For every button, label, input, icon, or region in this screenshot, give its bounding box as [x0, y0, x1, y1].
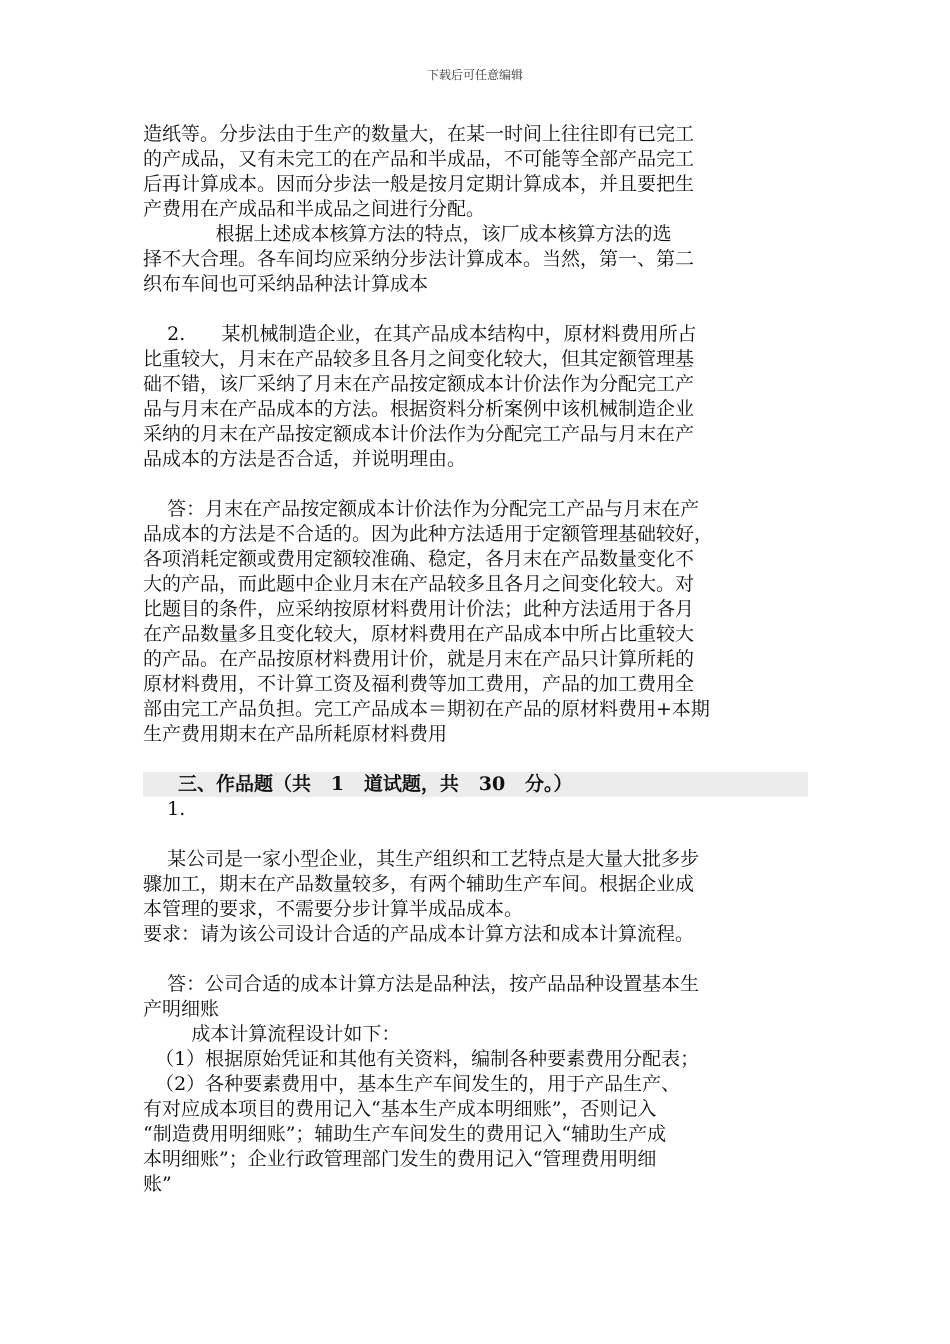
text-line: （2）各种要素费用中，基本生产车间发生的，用于产品生产、: [143, 1073, 681, 1095]
text-line: 织布车间也可采纳品种法计算成本: [143, 273, 429, 295]
text-line: 根据上述成本核算方法的特点，该厂成本核算方法的选: [143, 223, 672, 245]
text-line: 品成本的方法是否合适，并说明理由。: [143, 448, 467, 470]
text-line: 本明细账”；企业行政管理部门发生的费用记入“管理费用明细: [143, 1148, 657, 1170]
paragraph-continuation: [143, 122, 808, 222]
text-line: 生产费用期末在产品所耗原材料费用: [143, 723, 448, 745]
question-number: 1.: [143, 798, 186, 820]
text-line: 大的产品，而此题中企业月末在产品较多且各月之间变化较大。对: [143, 573, 695, 595]
text-line: 本管理的要求，不需要分步计算半成品成本。: [143, 898, 524, 920]
question-3: [143, 847, 808, 947]
text-line: 品成本的方法是不合适的。因为此种方法适用于定额管理基础较好，: [143, 523, 714, 545]
text-line: 各项消耗定额或费用定额较准确、稳定，各月末在产品数量变化不: [143, 548, 695, 570]
text-line: 某公司是一家小型企业，其生产组织和工艺特点是大量大批多步: [143, 848, 700, 870]
text-line: 骤加工，期末在产品数量较多，有两个辅助生产车间。根据企业成: [143, 873, 695, 895]
text-line: 采纳的月末在产品按定额成本计价法作为分配完工产品与月末在产: [143, 423, 695, 445]
paragraph-conclusion: [143, 222, 808, 297]
text-line: 品与月末在产品成本的方法。根据资料分析案例中该机械制造企业: [143, 398, 695, 420]
text-line: 造纸等。分步法由于生产的数量大，在某一时间上往往即有已完工: [143, 123, 695, 145]
text-line: 部由完工产品负担。完工产品成本＝期初在产品的原材料费用+本期: [143, 698, 710, 720]
text-line: 的产品。在产品按原材料费用计价，就是月末在产品只计算所耗的: [143, 648, 695, 670]
text-line: 比重较大，月末在产品较多且各月之间变化较大，但其定额管理基: [143, 348, 695, 370]
text-line: 账”: [143, 1173, 172, 1195]
text-line: 要求：请为该公司设计合适的产品成本计算方法和成本计算流程。: [143, 923, 695, 945]
page-header: 下载后可任意编辑: [426, 68, 523, 82]
spacer: [143, 747, 808, 772]
spacer: [143, 472, 808, 497]
spacer: [143, 822, 808, 847]
document-body: [143, 122, 808, 1197]
text-line: 择不大合理。各车间均应采纳分步法计算成本。当然，第一、第二: [143, 248, 695, 270]
text-line: 比题目的条件，应采纳按原材料费用计价法；此种方法适用于各月: [143, 598, 695, 620]
text-line: 2. 某机械制造企业，在其产品成本结构中，原材料费用所占: [143, 323, 697, 345]
text-line: 后再计算成本。因而分步法一般是按月定期计算成本，并且要把生: [143, 173, 695, 195]
answer-3: [143, 972, 808, 1197]
text-line: 产费用在产成品和半成品之间进行分配。: [143, 198, 486, 220]
text-line: “制造费用明细账”；辅助生产车间发生的费用记入“辅助生产成: [143, 1123, 667, 1145]
text-line: 的产成品，又有未完工的在产品和半成品，不可能等全部产品完工: [143, 148, 695, 170]
text-line: 产明细账: [143, 998, 220, 1020]
text-line: 原材料费用，不计算工资及福利费等加工费用，产品的加工费用全: [143, 673, 695, 695]
answer-2: [143, 497, 808, 747]
spacer: [143, 297, 808, 322]
question-2: [143, 322, 808, 472]
section-title: 三、作品题（共 1 道试题，共 30 分。）: [143, 772, 808, 797]
text-line: 有对应成本项目的费用记入“基本生产成本明细账”，否则记入: [143, 1098, 657, 1120]
text-line: 在产品数量多且变化较大，原材料费用在产品成本中所占比重较大: [143, 623, 695, 645]
text-line: 础不错，该厂采纳了月末在产品按定额成本计价法作为分配完工产: [143, 373, 695, 395]
text-line: 答：月末在产品按定额成本计价法作为分配完工产品与月末在产: [143, 498, 700, 520]
text-line: 答：公司合适的成本计算方法是品种法，按产品品种设置基本生: [143, 973, 700, 995]
text-line: （1）根据原始凭证和其他有关资料，编制各种要素费用分配表；: [143, 1048, 700, 1070]
text-line: 成本计算流程设计如下：: [143, 1023, 401, 1045]
spacer: [143, 947, 808, 972]
